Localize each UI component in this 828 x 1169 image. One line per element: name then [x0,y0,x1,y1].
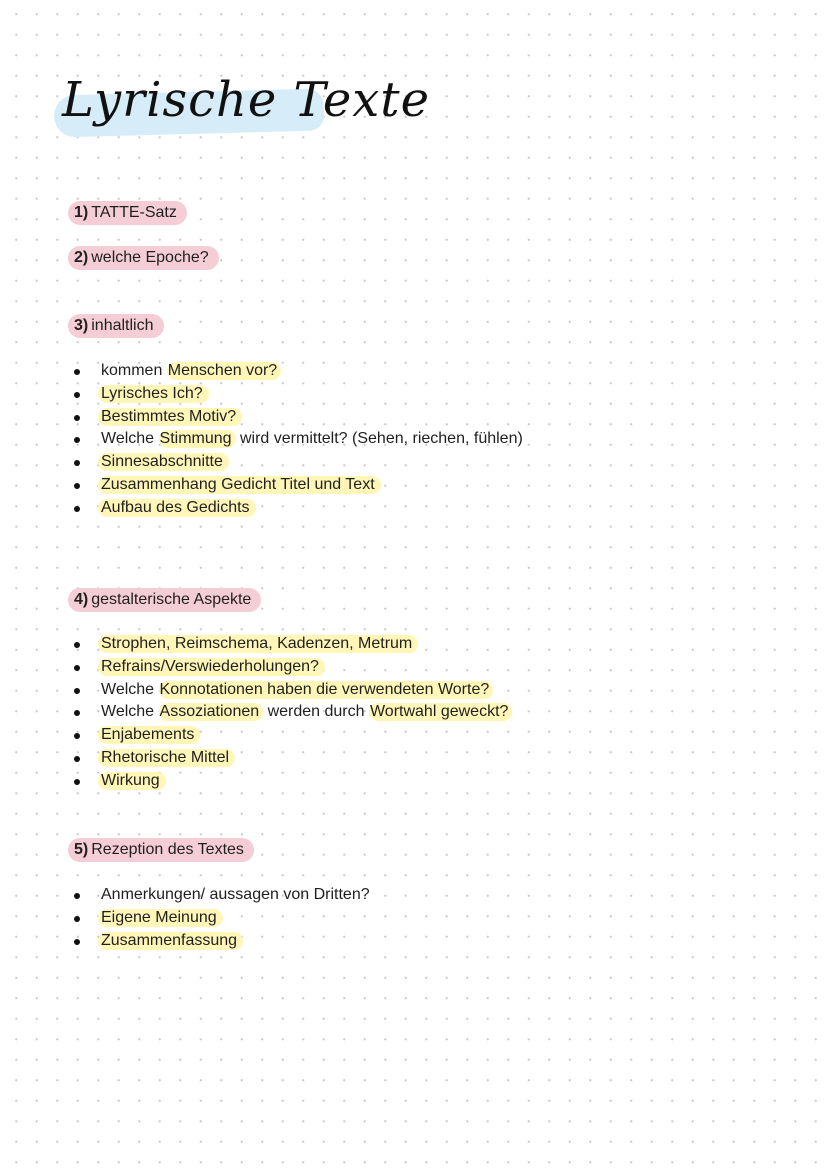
list-item: Refrains/Verswiederholungen? [72,656,512,679]
list-item: Rhetorische Mittel [72,747,512,770]
list-item: Sinnesabschnitte [72,451,523,474]
section-heading-2 [68,246,219,270]
section-label: welche Epoche? [91,249,209,266]
section-label: Rezeption des Textes [91,841,244,858]
list-item: Eigene Meinung [72,907,370,930]
list-item: Welche Assoziationen werden durch Wortwahl geweckt? [72,701,512,724]
page-title-block [48,62,430,162]
list-item: Strophen, Reimschema, Kadenzen, Metrum [72,633,512,656]
page-title: Lyrische Texte [62,72,430,128]
list-item: Aufbau des Gedichts [72,497,523,520]
section-heading-3 [68,314,164,338]
section-number: 5) [74,841,89,858]
section-label: gestalterische Aspekte [91,591,252,608]
list-item: Enjabements [72,724,512,747]
section-heading-4 [68,588,261,612]
list-item: Lyrisches Ich? [72,383,523,406]
section-heading-1 [68,201,187,225]
section-number: 2) [74,249,89,266]
section-heading-5 [68,838,254,862]
list-item: Bestimmtes Motiv? [72,406,523,429]
list-item: Anmerkungen/ aussagen von Dritten? [72,884,370,907]
section-label: TATTE-Satz [91,204,177,221]
list-item: Zusammenfassung [72,930,370,953]
list-item: Wirkung [72,770,512,793]
list-item: Zusammenhang Gedicht Titel und Text [72,474,523,497]
section-number: 4) [74,591,89,608]
section-number: 1) [74,204,89,221]
list-item: Welche Stimmung wird vermittelt? (Sehen, riechen, fühlen) [72,428,523,451]
list-item: Welche Konnotationen haben die verwendeten Worte? [72,679,512,702]
section-label: inhaltlich [91,317,154,334]
list-rezeption [72,884,370,952]
list-item: kommen Menschen vor? [72,360,523,383]
list-gestalterisch [72,633,512,793]
list-inhaltlich [72,360,523,520]
section-number: 3) [74,317,89,334]
